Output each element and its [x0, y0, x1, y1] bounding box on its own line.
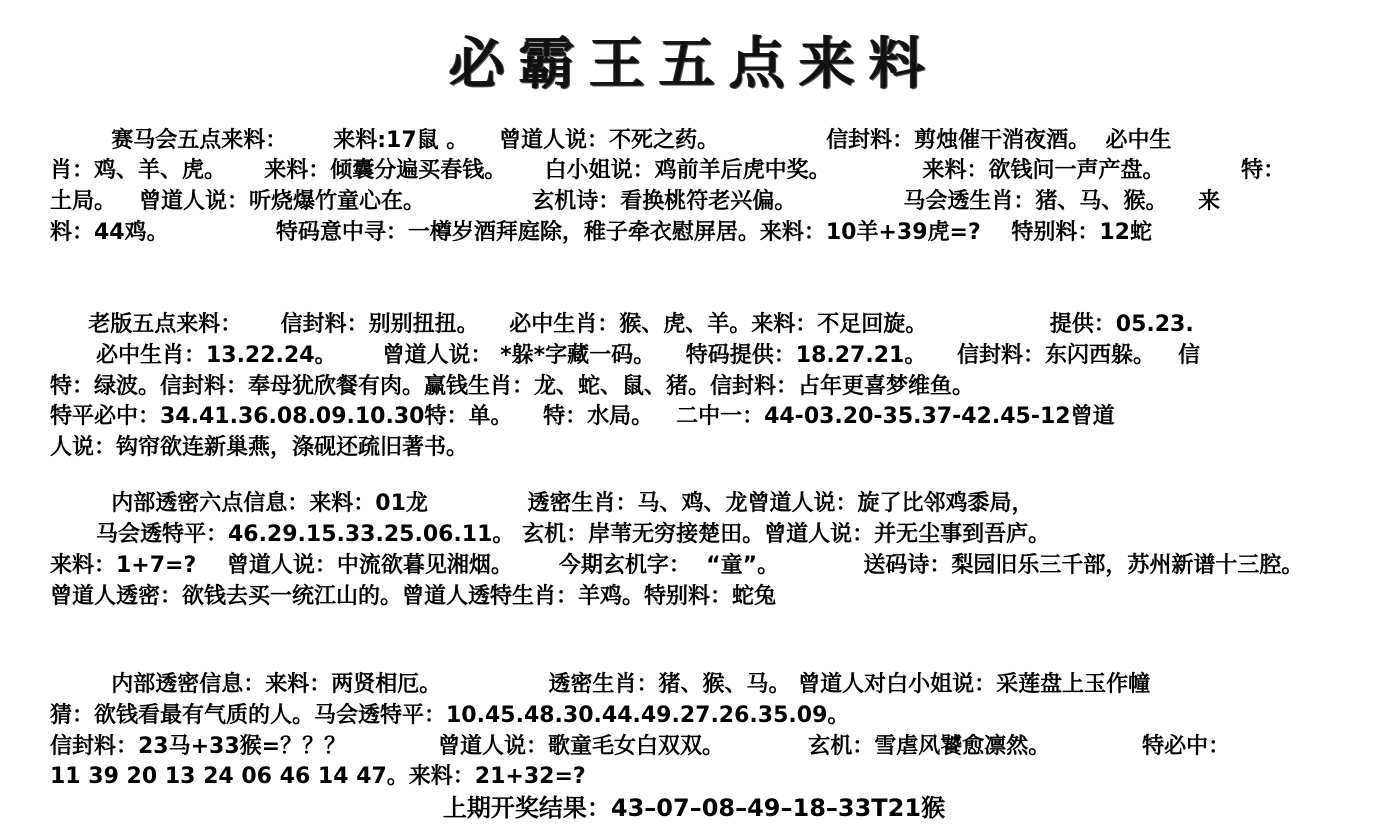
section-4-line-3: 信封料：23马+33猴=？？？ 曾道人说：歌童毛女白双双。 玄机：雪虐风饕愈凛然。 特必中： — [50, 734, 1231, 759]
section-1-line-3: 土局。 曾道人说：听烧爆竹童心在。 玄机诗：看换桃符老兴偏。 马会透生肖：猪、马、猴。 来 — [50, 189, 1221, 214]
section-2-line-1: 老版五点来料： 信封料：别别扭扭。 必中生肖：猴、虎、羊。来料：不足回旋。 提供：05.23. — [50, 312, 1194, 337]
section-2-line-5: 人说：钩帘欲连新巢燕，涤砚还疏旧著书。 — [50, 435, 469, 460]
section-3-line-2: 马会透特平：46.29.15.33.25.06.11。 玄机：岸苇无穷接楚田。曾道人说：并无尘事到吾庐。 — [50, 522, 1051, 547]
section-4-line-4: 11 39 20 13 24 06 46 14 47。来料：21+32=? — [50, 764, 586, 789]
page-title: 必霸王五点来料 — [449, 31, 939, 97]
section-1-line-4: 料：44鸡。 特码意中寻：一樽岁酒拜庭除，稚子牵衣慰屏居。来料：10羊+39虎=? 特别料：12蛇 — [50, 220, 1152, 245]
section-4-line-2: 猜：欲钱看最有气质的人。马会透特平：10.45.48.30.44.49.27.26.35.09。 — [50, 703, 850, 728]
section-2-line-4: 特平必中：34.41.36.08.09.10.30特：单。 特：水局。 二中一：44-03.20-35.37-42.45-12曾道 — [50, 404, 1115, 429]
section-3-line-4: 曾道人透密：欲钱去买一统江山的。曾道人透特生肖：羊鸡。特别料：蛇兔 — [50, 584, 777, 609]
section-1-line-1: 赛马会五点来料： 来料:17鼠 。 曾道人说：不死之药。 信封料：剪烛催干消夜酒。 必中生 — [50, 128, 1172, 153]
section-3-line-3: 来料：1+7=? 曾道人说：中流欲暮见湘烟。 今期玄机字： “童”。 送码诗：梨园旧乐三千部，苏州新谱十三腔。 — [50, 553, 1304, 578]
section-4-line-1: 内部透密信息：来料：两贤相厄。 透密生肖：猪、猴、马。 曾道人对白小姐说：采莲盘上玉作幢 — [50, 672, 1151, 697]
section-2-line-3: 特：绿波。信封料：奉母犹欣餐有肉。赢钱生肖：龙、蛇、鼠、猪。信封料：占年更喜梦维鱼。 — [50, 374, 975, 399]
section-1-line-2: 肖：鸡、羊、虎。 来料：倾囊分遍买春钱。 白小姐说：鸡前羊后虎中奖。 来料：欲钱问一声产盘。 特： — [50, 158, 1286, 183]
section-2-line-2: 必中生肖：13.22.24。 曾道人说： *躲*字藏一码。 特码提供：18.27.21。 信封料：东闪西躲。 信 — [50, 343, 1200, 368]
last-draw-result: 上期开奖结果：43–07–08–49–18–33T21猴 — [442, 794, 946, 822]
section-3-line-1: 内部透密六点信息：来料：01龙 透密生肖：马、鸡、龙曾道人说：旋了比邻鸡黍局， — [50, 491, 1034, 516]
